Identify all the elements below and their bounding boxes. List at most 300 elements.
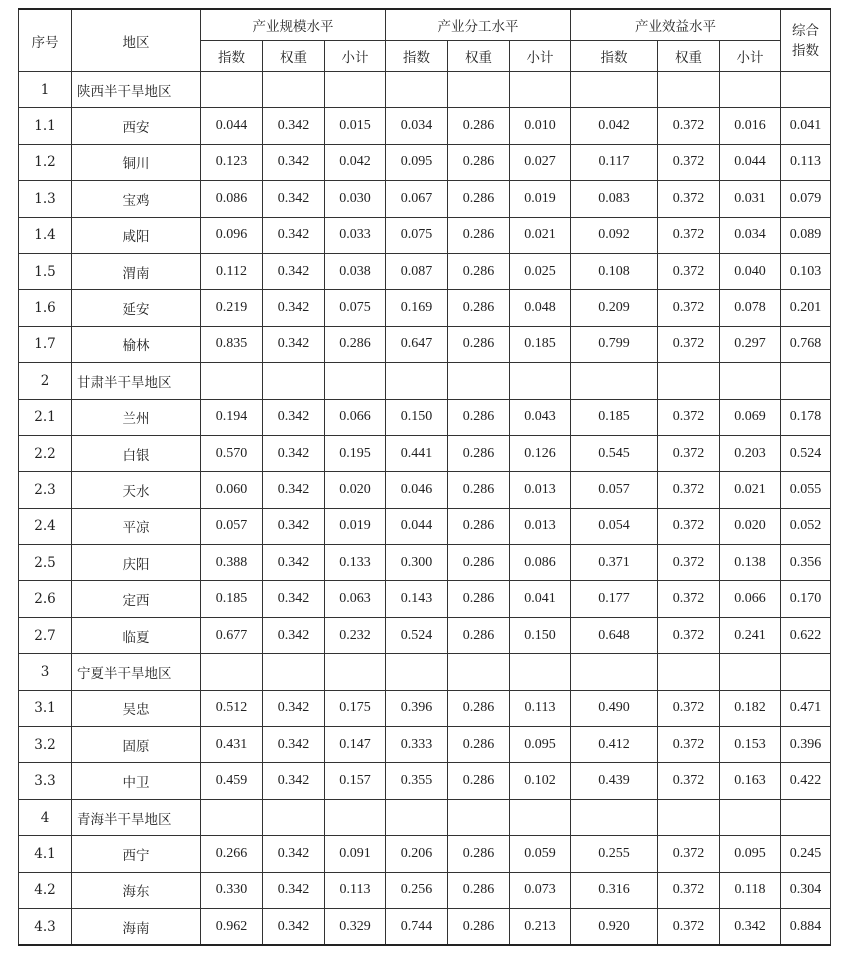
cell-scale-subtotal: 0.042 [325,144,386,180]
cell-division-weight: 0.286 [448,690,510,726]
row-seq: 1.7 [19,326,72,362]
cell-benefit-weight: 0.372 [658,435,720,471]
empty-cell [263,72,325,108]
cell-benefit-subtotal: 0.040 [720,253,781,289]
section-row [19,799,831,835]
empty-cell [448,654,510,690]
table-row [19,508,831,544]
empty-cell [720,363,781,399]
cell-division-weight: 0.286 [448,872,510,908]
cell-division-weight: 0.286 [448,508,510,544]
cell-scale-weight: 0.342 [263,108,325,144]
header-division-index: 指数 [386,41,448,72]
header-division-weight: 权重 [448,41,510,72]
row-seq: 3.1 [19,690,72,726]
cell-benefit-weight: 0.372 [658,872,720,908]
cell-composite-index: 0.884 [781,908,831,945]
cell-scale-index: 0.459 [201,763,263,799]
cell-benefit-weight: 0.372 [658,108,720,144]
cell-composite-index: 0.041 [781,108,831,144]
cell-division-index: 0.046 [386,472,448,508]
cell-benefit-index: 0.057 [571,472,658,508]
cell-scale-index: 0.677 [201,617,263,653]
cell-benefit-weight: 0.372 [658,545,720,581]
empty-cell [781,72,831,108]
cell-scale-weight: 0.342 [263,727,325,763]
empty-cell [263,363,325,399]
cell-division-index: 0.087 [386,253,448,289]
empty-cell [325,363,386,399]
cell-scale-weight: 0.342 [263,617,325,653]
cell-scale-weight: 0.342 [263,508,325,544]
cell-division-index: 0.647 [386,326,448,362]
cell-composite-index: 0.524 [781,435,831,471]
table-row [19,217,831,253]
cell-benefit-subtotal: 0.021 [720,472,781,508]
cell-division-index: 0.034 [386,108,448,144]
table-row [19,617,831,653]
cell-composite-index: 0.201 [781,290,831,326]
empty-cell [510,363,571,399]
row-city: 平凉 [72,508,201,544]
cell-division-subtotal: 0.010 [510,108,571,144]
cell-benefit-subtotal: 0.095 [720,836,781,872]
row-seq: 4.2 [19,872,72,908]
cell-benefit-subtotal: 0.203 [720,435,781,471]
table-header [19,9,831,72]
cell-benefit-subtotal: 0.342 [720,908,781,945]
cell-division-subtotal: 0.150 [510,617,571,653]
cell-division-index: 0.333 [386,727,448,763]
cell-scale-index: 0.219 [201,290,263,326]
cell-division-weight: 0.286 [448,617,510,653]
row-city: 天水 [72,472,201,508]
cell-benefit-subtotal: 0.031 [720,181,781,217]
row-city: 西安 [72,108,201,144]
header-benefit-subtotal: 小计 [720,41,781,72]
row-city: 庆阳 [72,545,201,581]
cell-division-index: 0.095 [386,144,448,180]
table-row [19,435,831,471]
cell-benefit-weight: 0.372 [658,727,720,763]
empty-cell [448,363,510,399]
cell-composite-index: 0.055 [781,472,831,508]
cell-benefit-index: 0.177 [571,581,658,617]
cell-composite-index: 0.113 [781,144,831,180]
cell-benefit-weight: 0.372 [658,763,720,799]
row-seq: 2.4 [19,508,72,544]
header-benefit-index: 指数 [571,41,658,72]
cell-division-index: 0.355 [386,763,448,799]
empty-cell [263,654,325,690]
cell-benefit-index: 0.054 [571,508,658,544]
cell-benefit-index: 0.799 [571,326,658,362]
cell-division-weight: 0.286 [448,435,510,471]
data-table-container [18,8,831,946]
cell-scale-weight: 0.342 [263,472,325,508]
cell-division-index: 0.396 [386,690,448,726]
empty-cell [510,799,571,835]
cell-scale-weight: 0.342 [263,181,325,217]
cell-composite-index: 0.079 [781,181,831,217]
cell-scale-subtotal: 0.063 [325,581,386,617]
cell-composite-index: 0.396 [781,727,831,763]
row-city: 中卫 [72,763,201,799]
row-city: 吴忠 [72,690,201,726]
cell-division-weight: 0.286 [448,144,510,180]
cell-scale-subtotal: 0.175 [325,690,386,726]
cell-composite-index: 0.052 [781,508,831,544]
cell-benefit-weight: 0.372 [658,836,720,872]
cell-benefit-index: 0.545 [571,435,658,471]
cell-division-subtotal: 0.059 [510,836,571,872]
cell-benefit-subtotal: 0.044 [720,144,781,180]
cell-benefit-index: 0.412 [571,727,658,763]
cell-benefit-index: 0.439 [571,763,658,799]
row-city: 铜川 [72,144,201,180]
cell-division-subtotal: 0.126 [510,435,571,471]
cell-division-index: 0.067 [386,181,448,217]
empty-cell [658,363,720,399]
cell-division-weight: 0.286 [448,836,510,872]
cell-scale-weight: 0.342 [263,253,325,289]
cell-benefit-subtotal: 0.182 [720,690,781,726]
row-seq: 2.5 [19,545,72,581]
cell-composite-index: 0.304 [781,872,831,908]
cell-scale-subtotal: 0.147 [325,727,386,763]
row-city: 渭南 [72,253,201,289]
cell-division-subtotal: 0.213 [510,908,571,945]
cell-benefit-subtotal: 0.118 [720,872,781,908]
row-city: 白银 [72,435,201,471]
cell-benefit-weight: 0.372 [658,690,720,726]
row-city: 临夏 [72,617,201,653]
section-row [19,363,831,399]
empty-cell [510,654,571,690]
cell-division-weight: 0.286 [448,108,510,144]
row-seq: 4.3 [19,908,72,945]
cell-scale-index: 0.330 [201,872,263,908]
cell-benefit-subtotal: 0.297 [720,326,781,362]
empty-cell [720,72,781,108]
cell-division-index: 0.169 [386,290,448,326]
empty-cell [448,72,510,108]
cell-benefit-index: 0.092 [571,217,658,253]
cell-scale-weight: 0.342 [263,763,325,799]
cell-division-subtotal: 0.025 [510,253,571,289]
cell-division-weight: 0.286 [448,908,510,945]
cell-benefit-weight: 0.372 [658,399,720,435]
cell-scale-subtotal: 0.329 [325,908,386,945]
row-city: 固原 [72,727,201,763]
row-seq: 3.3 [19,763,72,799]
cell-composite-index: 0.356 [781,545,831,581]
cell-division-subtotal: 0.013 [510,472,571,508]
cell-scale-index: 0.194 [201,399,263,435]
cell-division-subtotal: 0.043 [510,399,571,435]
row-seq: 4.1 [19,836,72,872]
cell-benefit-subtotal: 0.138 [720,545,781,581]
row-seq: 1.1 [19,108,72,144]
table-row [19,908,831,945]
row-city: 兰州 [72,399,201,435]
table-row [19,144,831,180]
cell-benefit-weight: 0.372 [658,908,720,945]
table-row [19,836,831,872]
row-city: 宝鸡 [72,181,201,217]
cell-composite-index: 0.471 [781,690,831,726]
row-seq: 2.2 [19,435,72,471]
cell-scale-index: 0.185 [201,581,263,617]
cell-benefit-weight: 0.372 [658,472,720,508]
cell-scale-weight: 0.342 [263,144,325,180]
section-row [19,72,831,108]
table-row [19,108,831,144]
section-name: 甘肃半干旱地区 [72,363,201,399]
header-composite [781,9,831,72]
section-seq: 1 [19,72,72,108]
cell-scale-subtotal: 0.033 [325,217,386,253]
table-row [19,690,831,726]
cell-scale-subtotal: 0.091 [325,836,386,872]
empty-cell [781,363,831,399]
cell-benefit-index: 0.209 [571,290,658,326]
cell-division-weight: 0.286 [448,472,510,508]
empty-cell [658,654,720,690]
row-seq: 1.3 [19,181,72,217]
cell-scale-index: 0.962 [201,908,263,945]
cell-scale-weight: 0.342 [263,581,325,617]
cell-division-index: 0.150 [386,399,448,435]
empty-cell [448,799,510,835]
header-region: 地区 [72,9,201,72]
empty-cell [781,799,831,835]
row-seq: 2.7 [19,617,72,653]
cell-benefit-subtotal: 0.241 [720,617,781,653]
cell-scale-subtotal: 0.030 [325,181,386,217]
header-scale-index: 指数 [201,41,263,72]
cell-scale-index: 0.060 [201,472,263,508]
cell-benefit-subtotal: 0.069 [720,399,781,435]
cell-scale-weight: 0.342 [263,217,325,253]
cell-composite-index: 0.170 [781,581,831,617]
section-seq: 3 [19,654,72,690]
cell-scale-index: 0.057 [201,508,263,544]
cell-scale-subtotal: 0.020 [325,472,386,508]
header-group-division: 产业分工水平 [386,9,571,41]
table-row [19,399,831,435]
cell-division-subtotal: 0.185 [510,326,571,362]
cell-scale-subtotal: 0.075 [325,290,386,326]
cell-scale-weight: 0.342 [263,908,325,945]
empty-cell [201,72,263,108]
empty-cell [201,799,263,835]
cell-division-index: 0.206 [386,836,448,872]
empty-cell [386,363,448,399]
cell-scale-index: 0.266 [201,836,263,872]
empty-cell [658,799,720,835]
empty-cell [571,72,658,108]
industry-index-table [18,8,831,946]
row-city: 西宁 [72,836,201,872]
empty-cell [386,799,448,835]
cell-benefit-index: 0.371 [571,545,658,581]
cell-benefit-index: 0.255 [571,836,658,872]
cell-scale-subtotal: 0.038 [325,253,386,289]
empty-cell [386,72,448,108]
cell-composite-index: 0.178 [781,399,831,435]
cell-division-weight: 0.286 [448,253,510,289]
cell-scale-subtotal: 0.286 [325,326,386,362]
empty-cell [720,654,781,690]
cell-scale-weight: 0.342 [263,326,325,362]
cell-division-subtotal: 0.013 [510,508,571,544]
empty-cell [510,72,571,108]
row-seq: 1.2 [19,144,72,180]
cell-scale-subtotal: 0.133 [325,545,386,581]
cell-composite-index: 0.103 [781,253,831,289]
cell-scale-index: 0.835 [201,326,263,362]
row-city: 海东 [72,872,201,908]
row-city: 咸阳 [72,217,201,253]
cell-scale-subtotal: 0.019 [325,508,386,544]
row-city: 海南 [72,908,201,945]
cell-benefit-weight: 0.372 [658,217,720,253]
empty-cell [201,363,263,399]
cell-scale-weight: 0.342 [263,435,325,471]
cell-benefit-index: 0.108 [571,253,658,289]
cell-composite-index: 0.245 [781,836,831,872]
cell-benefit-index: 0.316 [571,872,658,908]
cell-benefit-weight: 0.372 [658,181,720,217]
cell-division-weight: 0.286 [448,763,510,799]
cell-division-subtotal: 0.095 [510,727,571,763]
empty-cell [571,363,658,399]
table-row [19,545,831,581]
cell-division-weight: 0.286 [448,217,510,253]
cell-benefit-subtotal: 0.066 [720,581,781,617]
cell-division-index: 0.524 [386,617,448,653]
row-city: 延安 [72,290,201,326]
cell-scale-weight: 0.342 [263,399,325,435]
cell-division-subtotal: 0.019 [510,181,571,217]
cell-benefit-index: 0.920 [571,908,658,945]
cell-benefit-subtotal: 0.020 [720,508,781,544]
section-seq: 4 [19,799,72,835]
table-row [19,763,831,799]
header-composite-line1: 综合 [792,22,820,39]
table-row [19,326,831,362]
empty-cell [571,799,658,835]
section-seq: 2 [19,363,72,399]
cell-scale-weight: 0.342 [263,290,325,326]
table-row [19,253,831,289]
cell-benefit-subtotal: 0.078 [720,290,781,326]
cell-division-weight: 0.286 [448,545,510,581]
header-scale-subtotal: 小计 [325,41,386,72]
cell-benefit-index: 0.083 [571,181,658,217]
cell-scale-subtotal: 0.195 [325,435,386,471]
cell-division-index: 0.441 [386,435,448,471]
cell-benefit-index: 0.042 [571,108,658,144]
cell-scale-index: 0.570 [201,435,263,471]
cell-benefit-weight: 0.372 [658,508,720,544]
empty-cell [201,654,263,690]
section-name: 青海半干旱地区 [72,799,201,835]
table-row [19,727,831,763]
cell-benefit-subtotal: 0.016 [720,108,781,144]
table-row [19,472,831,508]
cell-division-index: 0.256 [386,872,448,908]
cell-division-subtotal: 0.048 [510,290,571,326]
cell-division-index: 0.143 [386,581,448,617]
cell-scale-index: 0.044 [201,108,263,144]
cell-composite-index: 0.622 [781,617,831,653]
cell-division-subtotal: 0.113 [510,690,571,726]
cell-scale-index: 0.096 [201,217,263,253]
cell-benefit-index: 0.648 [571,617,658,653]
cell-composite-index: 0.768 [781,326,831,362]
header-group-scale: 产业规模水平 [201,9,386,41]
table-body [19,72,831,946]
empty-cell [658,72,720,108]
cell-scale-weight: 0.342 [263,690,325,726]
cell-composite-index: 0.422 [781,763,831,799]
cell-benefit-subtotal: 0.153 [720,727,781,763]
cell-division-weight: 0.286 [448,326,510,362]
cell-scale-index: 0.388 [201,545,263,581]
cell-scale-index: 0.431 [201,727,263,763]
cell-scale-subtotal: 0.015 [325,108,386,144]
table-row [19,581,831,617]
empty-cell [325,72,386,108]
cell-division-subtotal: 0.041 [510,581,571,617]
row-seq: 1.4 [19,217,72,253]
cell-division-weight: 0.286 [448,290,510,326]
section-name: 陕西半干旱地区 [72,72,201,108]
cell-division-index: 0.744 [386,908,448,945]
cell-benefit-index: 0.490 [571,690,658,726]
cell-division-weight: 0.286 [448,399,510,435]
section-name: 宁夏半干旱地区 [72,654,201,690]
cell-division-weight: 0.286 [448,727,510,763]
cell-benefit-index: 0.185 [571,399,658,435]
cell-scale-weight: 0.342 [263,545,325,581]
cell-scale-subtotal: 0.113 [325,872,386,908]
empty-cell [263,799,325,835]
header-division-subtotal: 小计 [510,41,571,72]
cell-scale-index: 0.512 [201,690,263,726]
cell-scale-index: 0.086 [201,181,263,217]
cell-benefit-weight: 0.372 [658,581,720,617]
section-row [19,654,831,690]
cell-scale-subtotal: 0.066 [325,399,386,435]
empty-cell [325,799,386,835]
cell-benefit-subtotal: 0.034 [720,217,781,253]
cell-benefit-weight: 0.372 [658,617,720,653]
cell-division-index: 0.075 [386,217,448,253]
header-group-benefit: 产业效益水平 [571,9,781,41]
table-row [19,872,831,908]
cell-division-weight: 0.286 [448,181,510,217]
row-seq: 3.2 [19,727,72,763]
row-city: 榆林 [72,326,201,362]
cell-scale-subtotal: 0.232 [325,617,386,653]
cell-scale-weight: 0.342 [263,836,325,872]
cell-division-index: 0.300 [386,545,448,581]
cell-benefit-subtotal: 0.163 [720,763,781,799]
row-seq: 2.1 [19,399,72,435]
